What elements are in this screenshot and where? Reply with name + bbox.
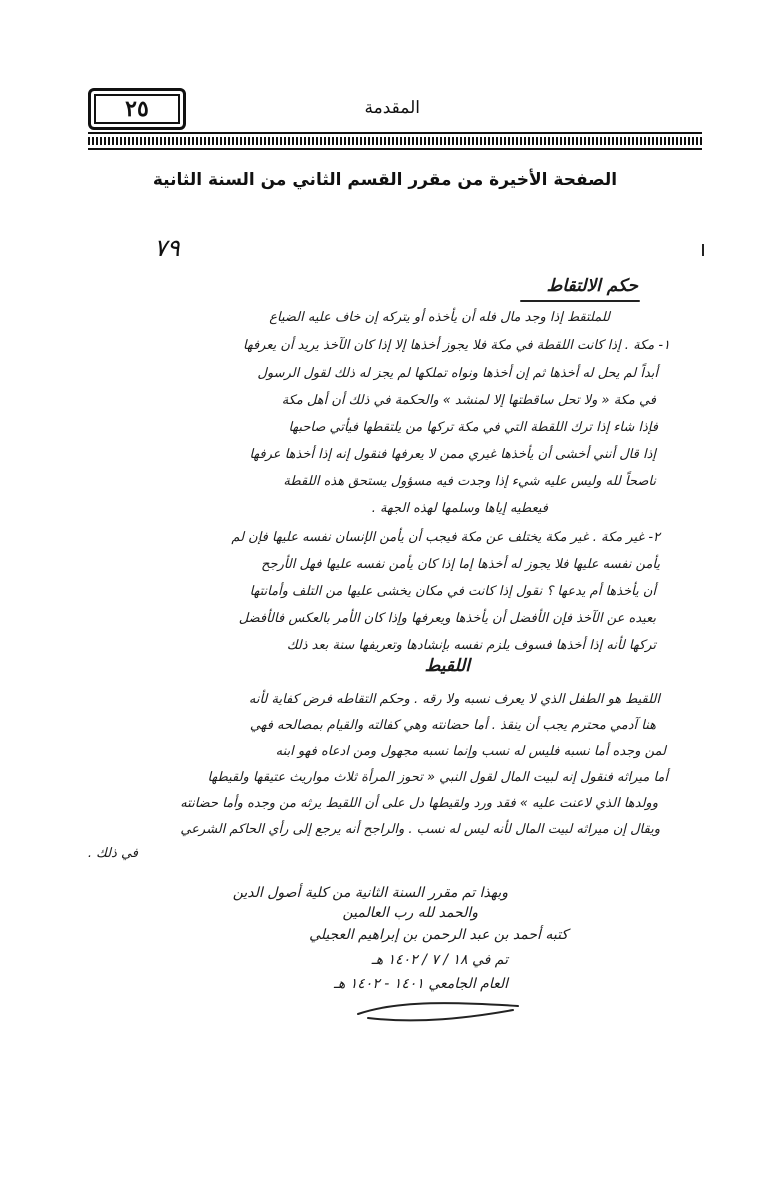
header-rule-pattern: [88, 137, 702, 145]
manuscript-line: أبداً لم يحل له أخذها ثم إن أخذها ونواه تملكها لم يجز له ذلك لقول الرسول: [257, 366, 658, 381]
signature-name: كتبه أحمد بن عبد الرحمن بن إبراهيم العجيلي: [309, 927, 568, 943]
signature-academic-year: العام الجامعي ١٤٠١ - ١٤٠٢ هـ: [333, 976, 508, 992]
manuscript-line: لمن وجده أما نسبه فليس له نسب وإنما نسبه مجهول ومن ادعاه فهو ابنه: [275, 744, 666, 759]
manuscript-intro-line: للملتقط إذا وجد مال فله أن يأخذه أو يتركه إن خاف عليه الضياع: [269, 310, 610, 325]
manuscript-line: وولدها الذي لاعنت عليه » فقد ورد ولقيطها دل على أن اللقيط يرثه من وجده وأما حضانته: [180, 796, 658, 811]
closing-line-2: والحمد لله رب العالمين: [342, 905, 478, 921]
margin-mark: [702, 244, 704, 256]
page-number: ٢٥: [125, 96, 149, 122]
manuscript-title-laqit: اللقيط: [424, 656, 470, 676]
manuscript-line: فيعطيه إياها وسلمها لهذه الجهة .: [371, 501, 548, 516]
manuscript-page-ref: ٧٩: [154, 234, 180, 262]
header-rule-bottom: [88, 148, 702, 150]
manuscript-line: في مكة « ولا تحل ساقطتها إلا لمنشد » والحكمة في ذلك أن أهل مكة: [281, 393, 656, 408]
manuscript-line: تركها لأنه إذا أخذها فسوف يلزم نفسه بإنشادها وتعريفها سنة بعد ذلك: [286, 638, 656, 653]
signature-date: تم في ١٨ / ٧ / ١٤٠٢ هـ: [371, 952, 508, 968]
manuscript-line: ويقال إن ميراثه لبيت المال لأنه ليس له نسب . والراجح أنه يرجع إلى رأي الحاكم الشرعي: [180, 822, 660, 837]
manuscript-line: ١- مكة . إذا كانت اللقطة في مكة فلا يجوز أخذها إلا إذا كان الآخذ يريد أن يعرفها: [243, 338, 670, 353]
manuscript-line: أما ميراثه فنقول إنه لبيت المال لقول النبي « تحوز المرأة ثلاث مواريث عتيقها ولقيطها: [207, 770, 668, 785]
signature-flourish: [348, 996, 528, 1026]
manuscript-line: أن يأخذها أم يدعها ؟ نقول إذا كانت في مكان يخشى عليها من التلف وأمانتها: [249, 584, 656, 599]
manuscript-line: هنا آدمي محترم يجب أن ينقذ . أما حضانته وهي كفالته والقيام بمصالحه فهي: [249, 718, 656, 733]
manuscript-line: بعيده عن الآخذ فإن الأفضل أن يأخذها ويعرفها وإذا كان الأمر بالعكس فالأفضل: [238, 611, 656, 626]
manuscript-line: في ذلك .: [87, 846, 138, 861]
title-underline: [520, 300, 640, 302]
manuscript-line: فإذا شاء إذا ترك اللقطة التي في مكة تركها من يلتقطها فيأتي صاحبها: [288, 420, 658, 435]
handwritten-manuscript: [78, 230, 718, 1030]
manuscript-line: يأمن نفسه عليها فلا يجوز له أخذها إما إذا كان يأمن نفسه عليها فهل الأرجح: [261, 557, 660, 572]
section-heading: الصفحة الأخيرة من مقرر القسم الثاني من السنة الثانية: [152, 170, 618, 190]
manuscript-line: ناصحاً لله وليس عليه شيء إذا وجدت فيه مسؤول يستحق هذه اللقطة: [283, 474, 656, 489]
manuscript-title-iltiqat: حكم الالتقاط: [546, 276, 638, 296]
page-number-box: [88, 88, 186, 130]
header-rule-top: [88, 132, 702, 134]
running-title: المقدمة: [364, 98, 420, 118]
closing-line-1: وبهذا تم مقرر السنة الثانية من كلية أصول الدين: [232, 885, 508, 901]
manuscript-line: ٢- غير مكة . غير مكة يختلف عن مكة فيجب أن يأمن الإنسان نفسه عليها فإن لم: [231, 530, 660, 545]
manuscript-line: إذا قال أنني أخشى أن يأخذها غيري ممن لا يعرفها فنقول إنه إذا أخذها عرفها: [249, 447, 656, 462]
manuscript-line: اللقيط هو الطفل الذي لا يعرف نسبه ولا رقه . وحكم التقاطه فرض كفاية لأنه: [248, 692, 660, 707]
